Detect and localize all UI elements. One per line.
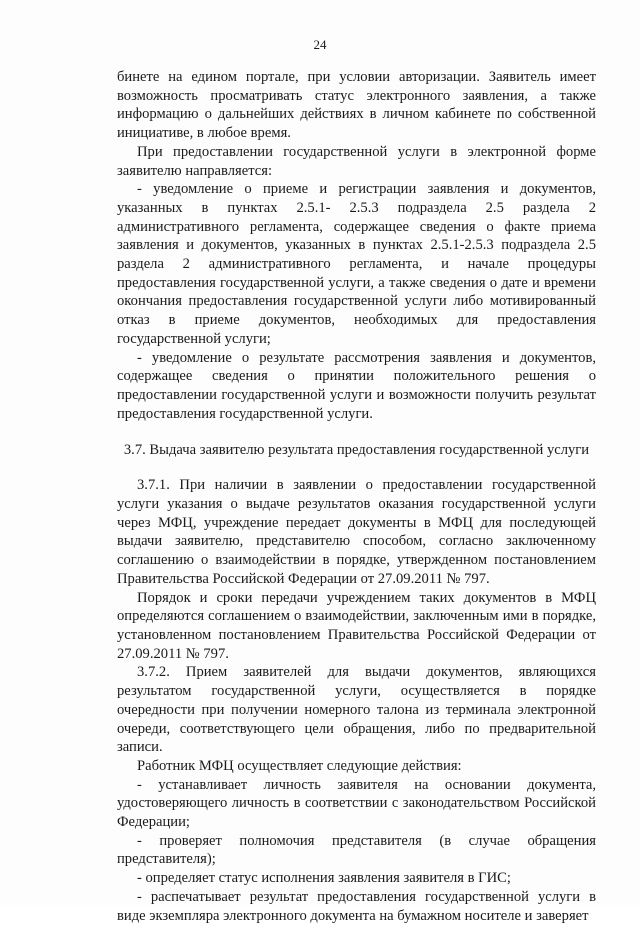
paragraph-personal-cabinet-status: бинете на едином портале, при условии авторизации. Заявитель имеет возможность просматривать статус электронного заявления, а также информацию о дальнейших действиях в личном кабинете по собственной инициативе, в любое время. [117,69,596,142]
paragraph-electronic-notifications-intro: При предоставлении государственной услуги в электронной форме заявителю направляется: [117,143,596,179]
document-body [117,68,596,925]
paragraph-notification-receipt-registration: - уведомление о приеме и регистрации заявления и документов, указанных в пунктах 2.5.1- 2.5.3 подраздела 2.5 раздела 2 административного регламента, содержащее сведения о факте приема заявления и документов, указанных в пунктах 2.5.1-2.5.3 подраздела 2.5 раздела 2 административного регламента, и начале процедуры предоставления государственной услуги, а также сведения о дате и времени окончания предоставления государственной услуги либо мотивированный отказ в приеме документов, необходимых для предоставления государственной услуги; [117,181,596,347]
list-item-check-authority: - проверяет полномочия представителя (в случае обращения представителя); [117,832,596,868]
section-heading-3-7: 3.7. Выдача заявителю результата предоставления государственной услуги [123,442,590,459]
page-number: 24 [313,37,327,52]
list-item-check-status: - определяет статус исполнения заявления заявителя в ГИС; [137,870,511,887]
list-item-identify-applicant: - устанавливает личность заявителя на основании документа, удостоверяющего личность в соответствии с законодательством Российской Федерации; [117,776,596,831]
paragraph-notification-result: - уведомление о результате рассмотрения заявления и документов, содержащее сведения о принятии положительного решения о предоставлении государственной услуги и возможности получить результат предоставления государственной услуги. [117,349,596,422]
paragraph-3-7-2: 3.7.2. Прием заявителей для выдачи документов, являющихся результатом государственной услуги, осуществляется в порядке очередности при получении номерного талона из терминала электронной очереди, соответствующего цели обращения, либо по предварительной записи. [117,664,596,756]
paragraph-mfc-actions-intro: Работник МФЦ осуществляет следующие действия: [137,757,462,774]
paragraph-transfer-procedure: Порядок и сроки передачи учреждением таких документов в МФЦ определяются соглашением о взаимодействии, заключенным ими в порядке, установленном постановлением Правительства Российской Федерации от 27.09.2011 № 797. [117,589,596,662]
list-item-print-result: - распечатывает результат предоставления государственной услуги в виде экземпляра электронного документа на бумажном носителе и заверяет [117,888,596,924]
paragraph-3-7-1: 3.7.1. При наличии в заявлении о предоставлении государственной услуги указания о выдаче результатов оказания государственной услуги через МФЦ, учреждение передает документы в МФЦ для последующей выдачи заявителю, представителю способом, согласно заключенному соглашению о взаимодействии в порядке, утвержденном постановлением Правительства Российской Федерации от 27.09.2011 № 797. [117,477,596,587]
